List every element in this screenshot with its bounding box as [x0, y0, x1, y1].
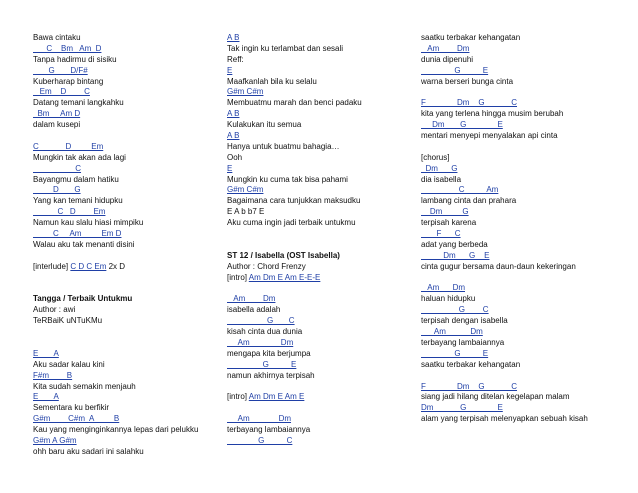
lyric-line: Tak ingin ku terlambat dan sesali	[227, 43, 344, 53]
chord-text: E A	[33, 392, 59, 402]
chord-text: Dm G	[421, 207, 469, 217]
lyric-line: Aku cuma ingin jadi terbaik untukmu	[227, 218, 356, 228]
lyric-line: Kau yang menginginkannya lepas dari pelukku	[33, 425, 199, 435]
lyric-line: Bayangmu dalam hatiku	[33, 174, 119, 184]
chord-line	[33, 142, 213, 153]
chord-line	[227, 294, 407, 305]
lyric-line: E A b b7 E	[227, 207, 265, 217]
blank-line	[227, 403, 407, 414]
lyric-line: Namun kau slalu hiasi mimpiku	[33, 218, 144, 228]
lyric-line: saatku terbakar kehangatan	[421, 359, 521, 369]
lyric-line: Sementara ku berfikir	[33, 403, 110, 413]
chord-text: Em D C	[33, 87, 90, 97]
chord-line	[33, 207, 213, 218]
chord-text: Dm G	[421, 163, 458, 173]
repeat-label: 2x D	[106, 261, 126, 271]
chord-text: F Dm G C	[421, 381, 518, 391]
chord-line	[33, 349, 213, 360]
chord-text: F#m B	[33, 370, 73, 380]
chord-line	[421, 251, 621, 262]
chord-text: G#m A G#m	[33, 435, 77, 445]
chord-line	[33, 392, 213, 403]
chord-text: Am Dm	[421, 43, 470, 53]
chord-text: C D C Em	[70, 261, 107, 271]
lyric-line: alam yang terpisah melenyapkan sebuah kisah	[421, 414, 588, 424]
lyric-line: cinta gugur bersama daun-daun kekeringan	[421, 261, 576, 271]
chord-line	[227, 109, 407, 120]
lyric-line: dalam kusepi	[33, 120, 81, 130]
chord-line	[33, 414, 213, 425]
chord-text: A B	[227, 33, 240, 42]
lyric-line: Tanpa hadirmu di sisiku	[33, 54, 117, 64]
chord-line	[421, 327, 621, 338]
chord-text: G D/F#	[33, 65, 88, 75]
chord-line	[227, 33, 407, 44]
chord-text: C D Em	[33, 207, 106, 217]
chord-text: F Dm G C	[421, 98, 518, 108]
chord-text: Am Dm	[421, 327, 483, 337]
chord-text: Am Dm E Am E-E-E	[248, 272, 321, 282]
chord-line	[33, 229, 213, 240]
chord-text: G#m C#m	[227, 87, 264, 97]
blank-line	[421, 273, 621, 284]
lyrics-column-3	[421, 33, 621, 425]
blank-line	[227, 283, 407, 294]
section-label: [intro]	[227, 272, 249, 282]
lyric-line: haluan hidupku	[421, 294, 476, 304]
lyric-line: adat yang berbeda	[421, 239, 488, 249]
lyric-line: Bagaimana cara tunjukkan maksudku	[227, 196, 361, 206]
lyric-line: isabella adalah	[227, 305, 281, 315]
lyric-line: dunia dipenuhi	[421, 54, 474, 64]
chord-text: G E	[421, 65, 489, 75]
chord-line	[421, 164, 621, 175]
chord-line	[33, 44, 213, 55]
lyric-line: Datang temani langkahku	[33, 98, 124, 108]
chord-text: C Am Em D	[33, 229, 122, 239]
lyric-line: Kuberharap bintang	[33, 76, 104, 86]
chord-text: Am Dm	[227, 414, 292, 424]
blank-line	[227, 229, 407, 240]
chord-text: Dm G E	[421, 120, 503, 130]
lyric-line: Author : awi	[33, 305, 76, 315]
lyric-line: Aku sadar kalau kini	[33, 359, 105, 369]
chord-text: D G	[33, 185, 81, 195]
chord-line	[227, 436, 407, 447]
section-label: [interlude]	[33, 261, 71, 271]
lyric-line: Kulakukan itu semua	[227, 120, 302, 130]
lyric-line: kita yang terlena hingga musim berubah	[421, 109, 564, 119]
chord-line	[227, 392, 407, 403]
chord-line	[421, 349, 621, 360]
chord-text: Dm G E	[421, 250, 490, 260]
chord-line	[421, 120, 621, 131]
chord-text: F C	[421, 229, 461, 239]
lyric-line: [chorus]	[421, 152, 450, 162]
chord-line	[33, 185, 213, 196]
chord-line	[33, 66, 213, 77]
chord-line	[421, 185, 621, 196]
chord-line	[227, 338, 407, 349]
lyric-line: terbayang lambaiannya	[227, 425, 311, 435]
chord-line	[33, 371, 213, 382]
chord-text: E	[227, 163, 233, 173]
chord-line	[227, 316, 407, 327]
chord-line	[33, 262, 213, 273]
chord-text: C Am	[421, 185, 499, 195]
chord-text: G#m C#m A B	[33, 414, 120, 424]
lyric-line: Bawa cintaku	[33, 33, 81, 42]
chord-line	[33, 87, 213, 98]
chord-text: C	[33, 163, 82, 173]
chord-text: G E	[421, 348, 489, 358]
chord-line	[227, 414, 407, 425]
blank-line	[33, 273, 213, 284]
blank-line	[33, 327, 213, 338]
chord-text: G C	[227, 316, 295, 326]
chord-line	[421, 283, 621, 294]
chord-text: G C	[227, 435, 293, 445]
lyric-line: Walau aku tak menanti disini	[33, 239, 135, 249]
chord-text: G E	[227, 359, 297, 369]
chord-line	[227, 273, 407, 284]
blank-line	[33, 338, 213, 349]
chord-line	[227, 164, 407, 175]
lyric-line: Ooh	[227, 152, 243, 162]
chord-text: A B	[227, 109, 240, 119]
lyric-line: terpisah karena	[421, 218, 477, 228]
blank-line	[33, 131, 213, 142]
lyric-line: siang jadi hilang ditelan kegelapan malam	[421, 392, 570, 402]
lyric-line: Mungkin ku cuma tak bisa pahami	[227, 174, 348, 184]
blank-line	[227, 382, 407, 393]
chord-line	[421, 305, 621, 316]
lyric-line: terpisah dengan isabella	[421, 316, 508, 326]
blank-line	[33, 283, 213, 294]
lyric-line: ohh baru aku sadari ini salahku	[33, 446, 144, 456]
chord-line	[421, 44, 621, 55]
chord-text: Bm Am D	[33, 109, 81, 119]
chord-line	[33, 436, 213, 447]
blank-line	[421, 371, 621, 382]
chord-line	[227, 185, 407, 196]
chord-line	[227, 360, 407, 371]
chord-line	[227, 66, 407, 77]
chord-line	[421, 229, 621, 240]
song-title: Tangga / Terbaik Untukmu	[33, 294, 133, 304]
chord-text: Am Dm	[227, 337, 294, 347]
lyric-line: TeRBaiK uNTuKMu	[33, 316, 103, 326]
chord-line	[33, 164, 213, 175]
blank-line	[33, 251, 213, 262]
chord-line	[421, 98, 621, 109]
lyric-line: saatku terbakar kehangatan	[421, 33, 521, 42]
chord-text: G C	[421, 305, 489, 315]
lyric-line: terbayang lambaiannya	[421, 337, 505, 347]
lyric-line: namun akhirnya terpisah	[227, 370, 315, 380]
chord-text: G#m C#m	[227, 185, 264, 195]
song-title: ST 12 / Isabella (OST Isabella)	[227, 250, 340, 260]
blank-line	[421, 142, 621, 153]
lyric-line: warna berseri bunga cinta	[421, 76, 514, 86]
chord-line	[33, 109, 213, 120]
lyric-line: Maafkanlah bila ku selalu	[227, 76, 317, 86]
chord-text: A B	[227, 131, 240, 141]
chord-text: Dm G E	[421, 403, 503, 413]
lyric-line: Author : Chord Frenzy	[227, 261, 306, 271]
blank-line	[421, 87, 621, 98]
chord-line	[227, 131, 407, 142]
blank-line	[227, 240, 407, 251]
chord-line	[421, 403, 621, 414]
lyrics-column-1	[33, 33, 213, 458]
lyric-line: kisah cinta dua dunia	[227, 327, 303, 337]
lyric-line: dia isabella	[421, 174, 462, 184]
chord-text: Am Dm	[421, 283, 466, 293]
lyric-line: Reff:	[227, 54, 244, 64]
chord-text: Am Dm E Am E	[248, 392, 305, 402]
lyric-line: mentari menyepi menyalakan api cinta	[421, 131, 558, 141]
lyric-line: mengapa kita berjumpa	[227, 348, 311, 358]
chord-line	[421, 207, 621, 218]
lyric-line: lambang cinta dan prahara	[421, 196, 517, 206]
chord-line	[421, 382, 621, 393]
lyric-line: Mungkin tak akan ada lagi	[33, 152, 126, 162]
lyric-line: Membuatmu marah dan benci padaku	[227, 98, 362, 108]
lyric-line: Hanya untuk buatmu bahagia…	[227, 141, 340, 151]
chord-text: C D Em	[33, 141, 104, 151]
chord-line	[227, 87, 407, 98]
lyric-line: Yang kan temani hidupku	[33, 196, 123, 206]
lyric-line: Kita sudah semakin menjauh	[33, 381, 136, 391]
chord-text: Am Dm	[227, 294, 276, 304]
chord-line	[421, 66, 621, 77]
section-label: [intro]	[227, 392, 249, 402]
chord-text: C Bm Am D	[33, 43, 102, 53]
chord-text: E A	[33, 348, 59, 358]
chord-text: E	[227, 65, 233, 75]
lyrics-column-2	[227, 33, 407, 447]
